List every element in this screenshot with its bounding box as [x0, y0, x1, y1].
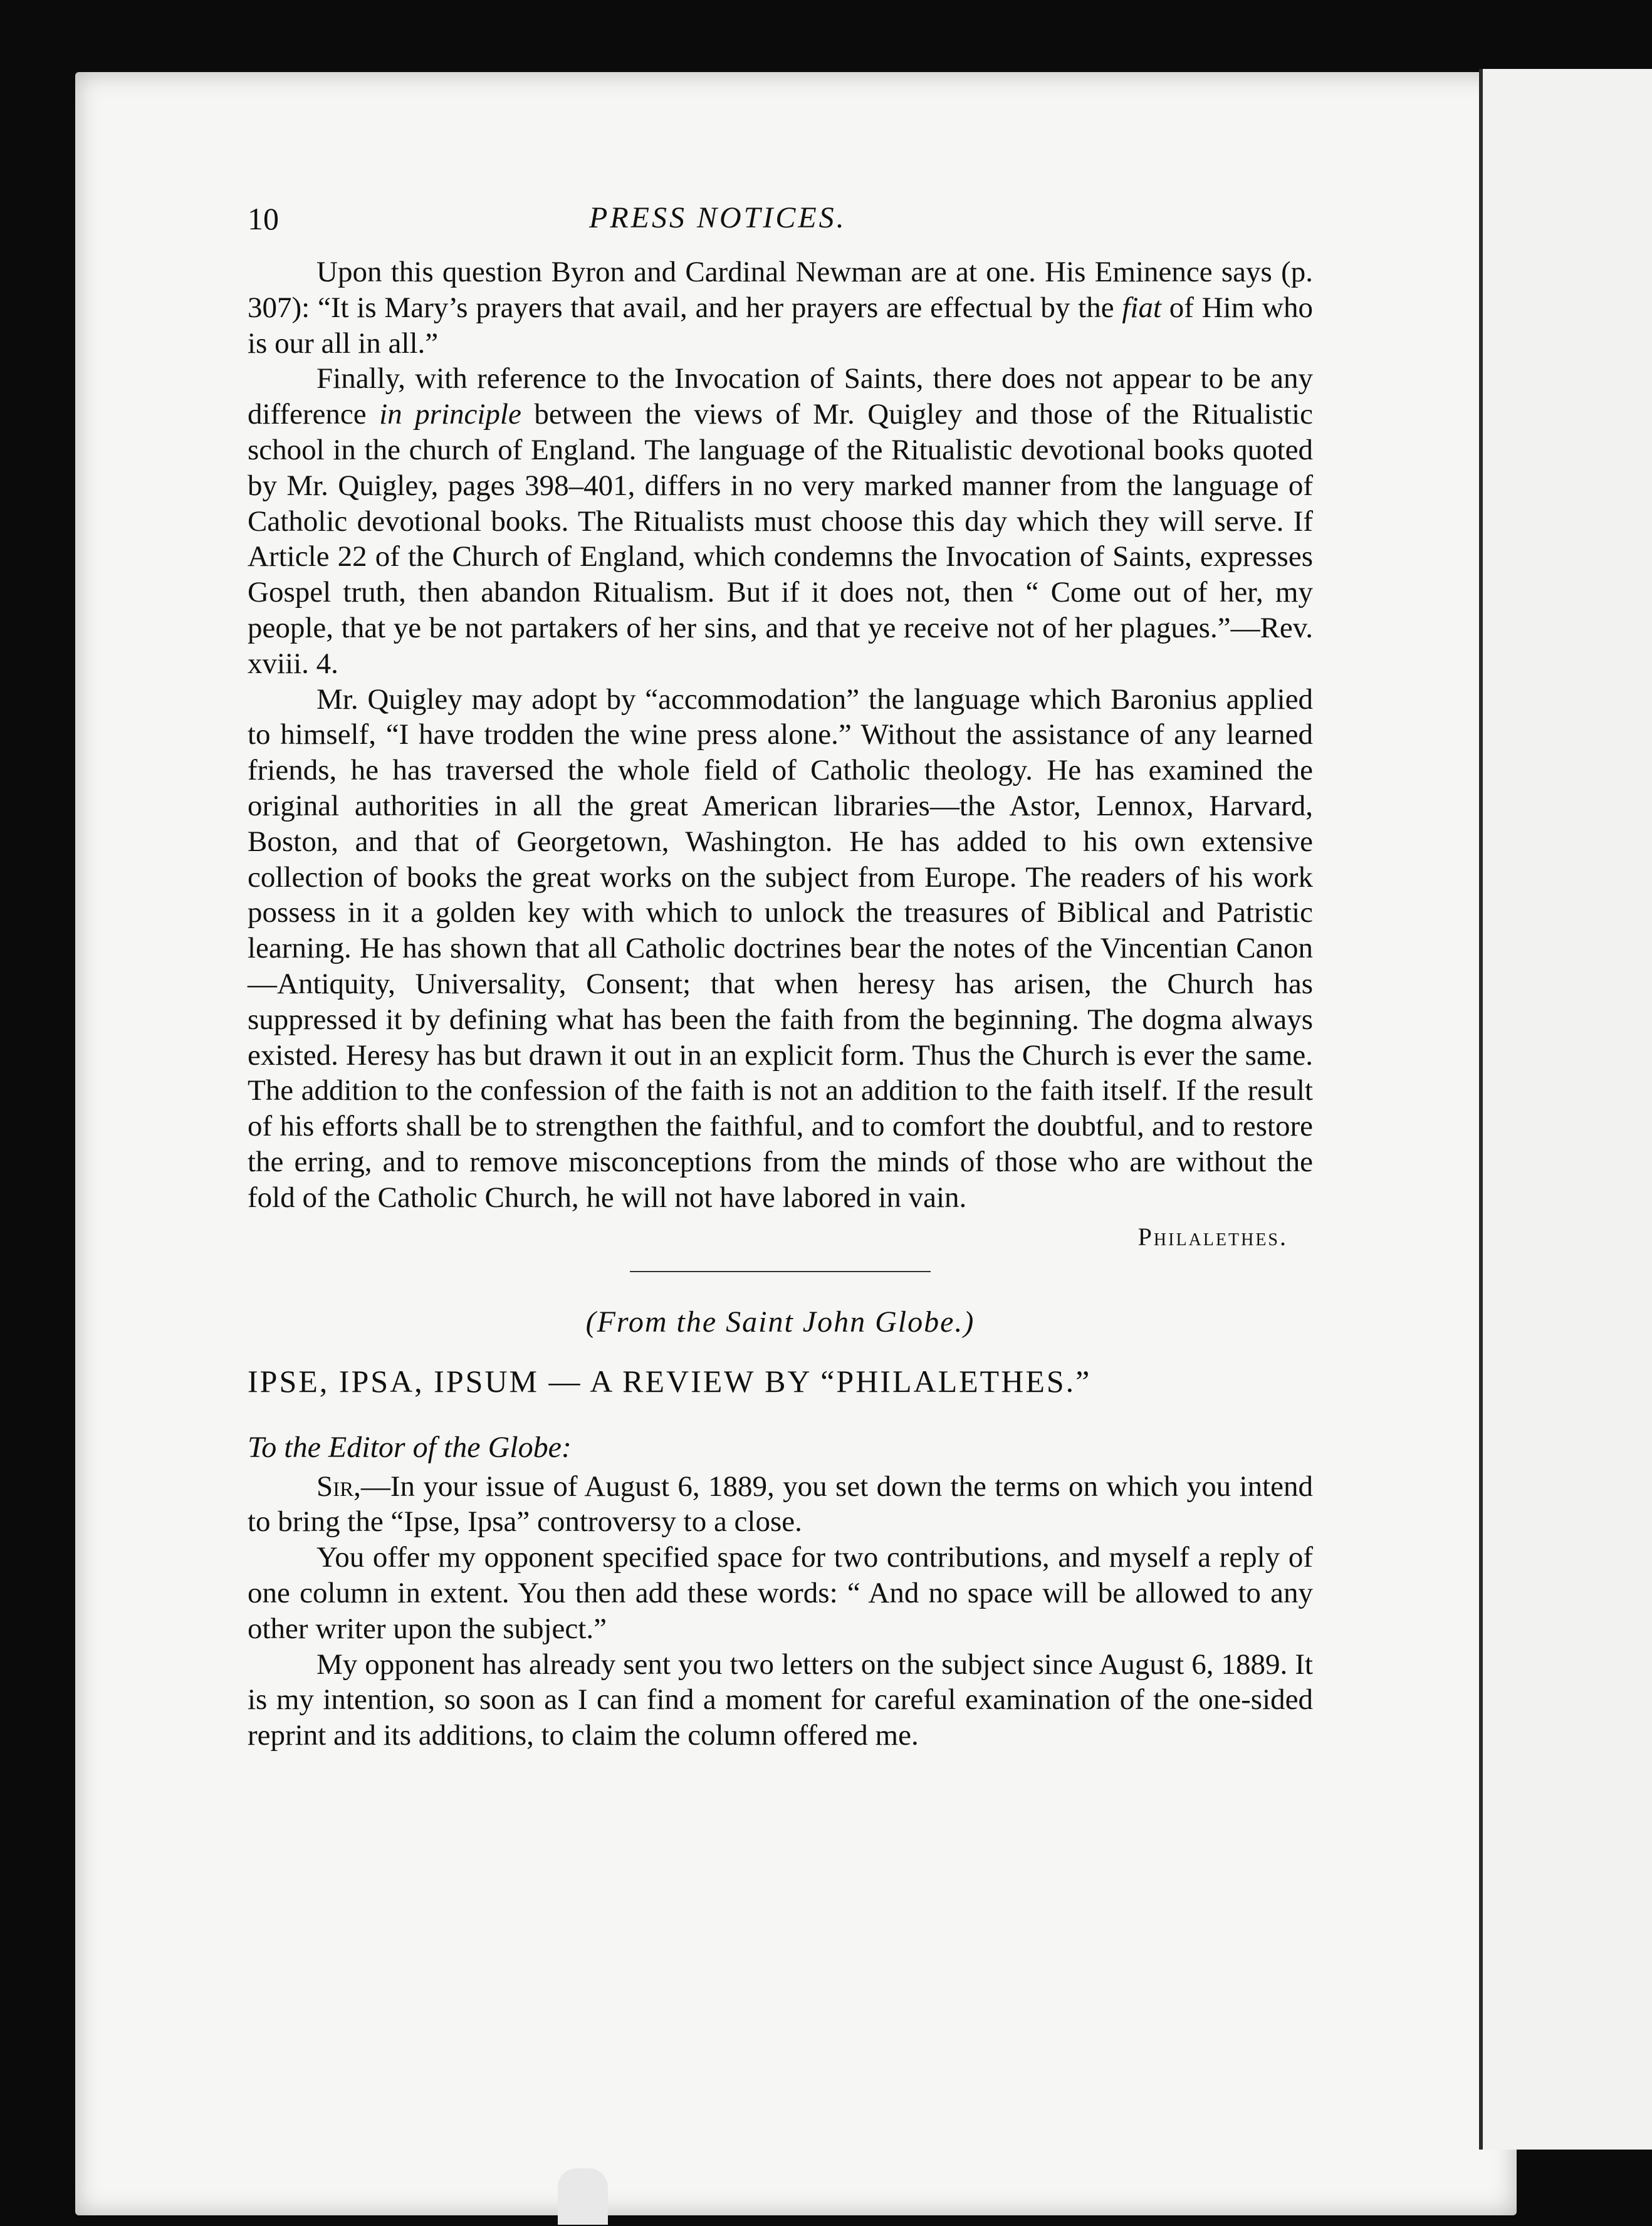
- source-attribution: (From the Saint John Globe.): [585, 1305, 975, 1339]
- page-fold-shadow: [1479, 69, 1483, 2150]
- paragraph-byron-newman: [248, 254, 1313, 361]
- letter-sir: Sir,: [316, 1470, 361, 1503]
- page-text: [248, 201, 1313, 1753]
- section-divider: [630, 1271, 931, 1272]
- paragraph-invocation-of-saints: [248, 361, 1313, 681]
- section-heading: IPSE, IPSA, IPSUM — A REVIEW BY “PHILALETHES.”: [248, 1363, 1092, 1399]
- facing-page-edge: [1479, 69, 1652, 2150]
- paragraph-letter-opening: [248, 1469, 1313, 1540]
- paragraph-text: Upon this question Byron and Cardinal Newman are at one. His Eminence says (p. 307): “It is Mary’s prayers that avail, and her prayers are effectual by the: [248, 256, 1313, 324]
- paragraph-text: between the views of Mr. Quigley and those of the Ritualistic school in the church of England. The language of the Ritualistic devotional books quoted by Mr. Quigley, pages 398–401, differs in no very marked manner from the language of Catholic devotional books. The Ritualists must choose this day which they will serve. If Article 22 of the Church of England, which condemns the Invocation of Saints, expresses Gospel truth, then abandon Ritualism. But if it does not, then “ Come out of her, my people, that ye be not partakers of her sins, and that ye receive not of her plagues.”—Rev. xviii. 4.: [248, 398, 1314, 680]
- paragraph-letter-offer: You offer my opponent specified space for two contributions, and myself a reply of one column in extent. You then add these words: “ And no space will be allowed to any other writer upon the subject.”: [248, 1541, 1313, 1645]
- running-head: PRESS NOTICES.: [589, 201, 847, 234]
- paragraph-text: of Him who is our all in all.”: [248, 291, 1313, 360]
- letter-salutation: To the Editor of the Globe:: [248, 1430, 572, 1464]
- paragraph-quigley-accommodation: Mr. Quigley may adopt by “accommodation” the language which Baronius applied to himself, “I have trodden the wine press alone.” Without the assistance of any learned friends, he has traversed the whole field of Catholic theology. He has examined the original authorities in all the great American libraries—the Astor, Lennox, Harvard, Boston, and that of Georgetown, Washington. He has added to his own extensive collection of books the great works on the subject from Europe. The readers of his work possess in it a golden key with which to unlock the treasures of Biblical and Patristic learning. He has shown that all Catholic doctrines bear the notes of the Vincentian Canon—Antiquity, Universality, Consent; that when heresy has arisen, the Church has suppressed it by defining what has been the faith from the beginning. The dogma always existed. Heresy has but drawn it out in an explicit form. Thus the Church is ever the same. The addition to the confession of the faith is not an addition to the faith itself. If the result of his efforts shall be to strengthen the faithful, and to comfort the doubtful, and to restore the erring, and to remove misconceptions from the minds of those who are without the fold of the Catholic Church, he will not have labored in vain.: [248, 682, 1313, 1214]
- paragraph-text: —In your issue of August 6, 1889, you set down the terms on which you intend to bring the “Ipse, Ipsa” controversy to a close.: [248, 1470, 1313, 1539]
- emphasis-in-principle: in principle: [379, 398, 521, 431]
- paragraph-letter-intention: My opponent has already sent you two letters on the subject since August 6, 1889. It is my intention, so soon as I can find a moment for careful examination of the one-sided reprint and its additions, to claim the column offered me.: [248, 1648, 1313, 1752]
- page-header: [248, 201, 1313, 251]
- signature-philalethes: Philalethes.: [1137, 1222, 1288, 1251]
- paragraph-text: Finally, with reference to the Invocation of Saints, there does not appear to be any difference: [248, 362, 1313, 431]
- page-number: 10: [248, 201, 279, 236]
- emphasis-fiat: fiat: [1122, 291, 1162, 324]
- binding-tab: [558, 2168, 608, 2225]
